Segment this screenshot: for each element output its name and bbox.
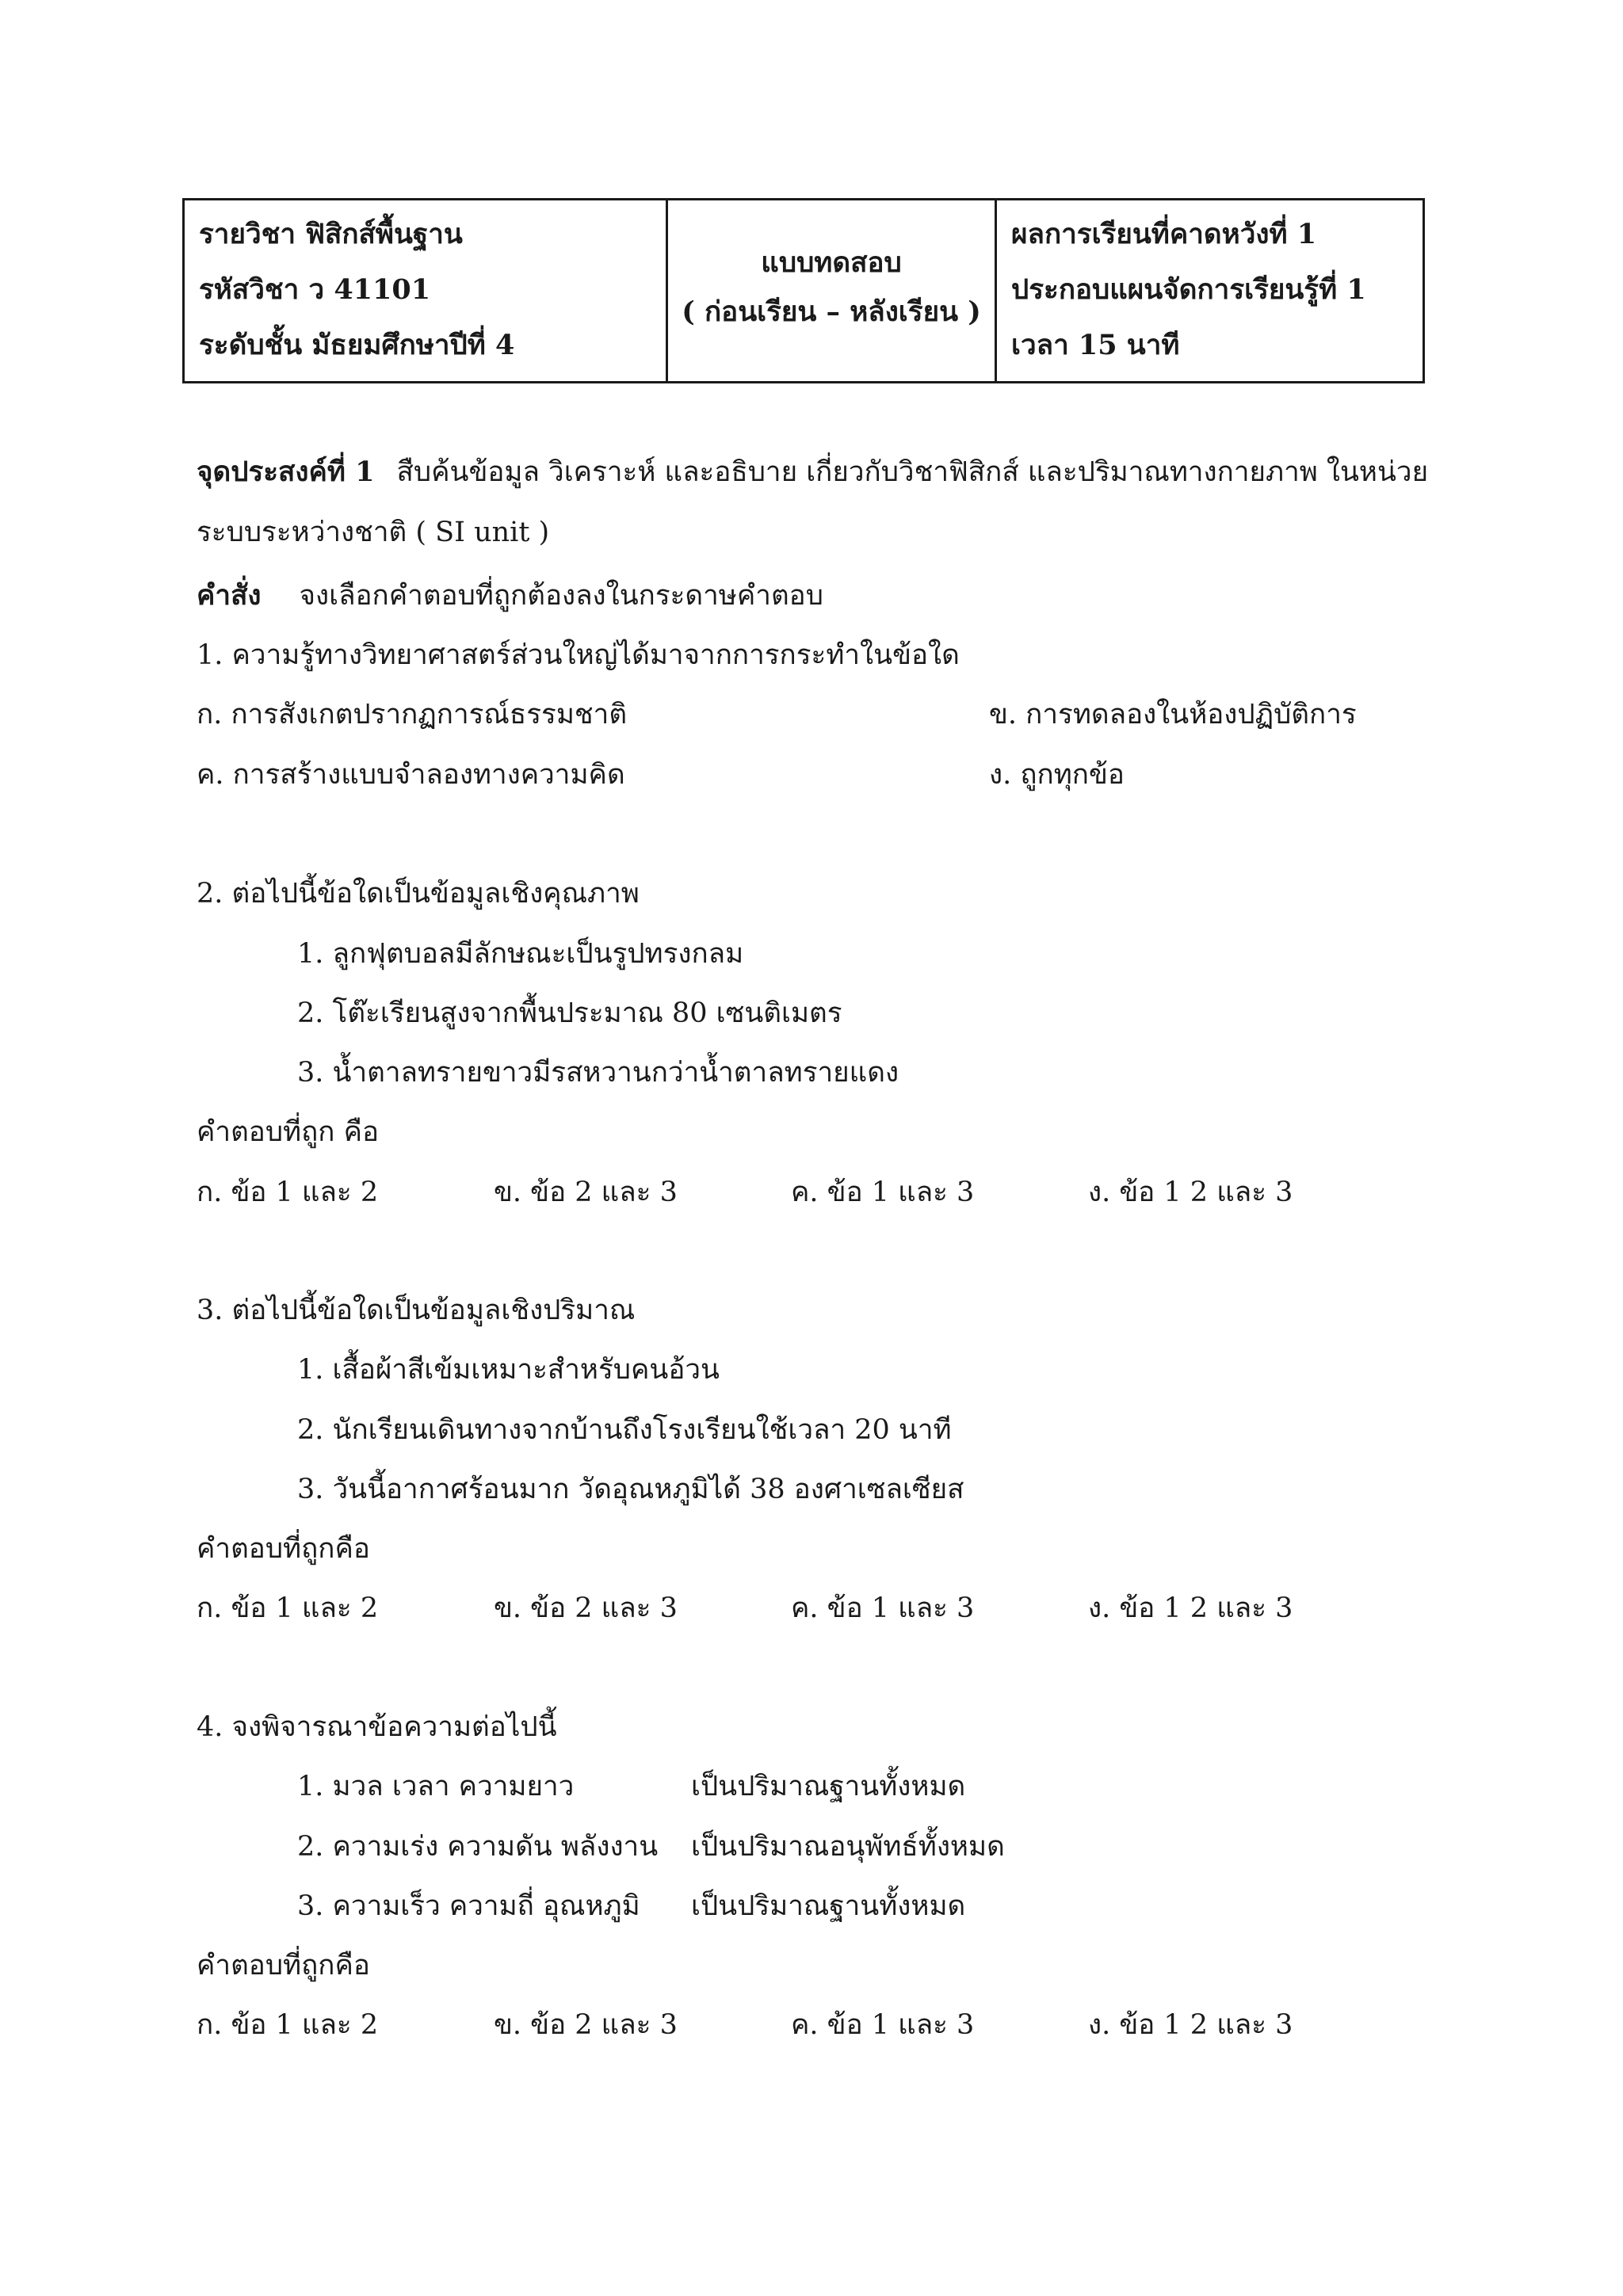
q2-item-2: 2. โต๊ะเรียนสูงจากพื้นประมาณ 80 เซนติเมตร <box>297 997 842 1029</box>
q4-item-1-left: 1. มวล เวลา ความยาว <box>297 1771 575 1802</box>
q2-option-b: ข. ข้อ 2 และ 3 <box>494 1177 678 1208</box>
q4-options <box>197 2008 1385 2042</box>
instruction-line <box>197 578 823 613</box>
objective-line-1 <box>197 455 1428 490</box>
instruction-label: คำสั่ง <box>197 579 262 612</box>
q4-item-3-right: เป็นปริมาณฐานทั้งหมด <box>691 1890 966 1922</box>
outcome-info-cell <box>997 200 1423 381</box>
q2-options <box>197 1175 1385 1210</box>
q4-option-a: ก. ข้อ 1 และ 2 <box>197 2009 379 2041</box>
q3-item-1: 1. เสื้อผ้าสีเข้มเหมาะสำหรับคนอ้วน <box>297 1354 720 1386</box>
q3-option-c: ค. ข้อ 1 และ 3 <box>791 1592 975 1624</box>
q4-item-1-right: เป็นปริมาณฐานทั้งหมด <box>691 1771 966 1802</box>
q4-item-3-left: 3. ความเร็ว ความถี่ อุณหภูมิ <box>297 1890 640 1922</box>
q3-question: 3. ต่อไปนี้ข้อใดเป็นข้อมูลเชิงปริมาณ <box>197 1295 636 1326</box>
q3-options <box>197 1591 1385 1626</box>
q2-answer-label: คำตอบที่ถูก คือ <box>197 1116 380 1148</box>
q4-option-d: ง. ข้อ 1 2 และ 3 <box>1088 2009 1293 2041</box>
q4-option-c: ค. ข้อ 1 และ 3 <box>791 2009 975 2041</box>
q2-option-c: ค. ข้อ 1 และ 3 <box>791 1177 975 1208</box>
expected-outcome: ผลการเรียนที่คาดหวังที่ 1 <box>1011 218 1317 250</box>
q2-option-a: ก. ข้อ 1 และ 2 <box>197 1177 379 1208</box>
lesson-plan: ประกอบแผนจัดการเรียนรู้ที่ 1 <box>1011 273 1366 306</box>
q3-option-b: ข. ข้อ 2 และ 3 <box>494 1592 678 1624</box>
objective-text-2: ระบบระหว่างชาติ ( SI unit ) <box>197 517 550 548</box>
q3-answer-label: คำตอบที่ถูกคือ <box>197 1533 370 1565</box>
course-code: รหัสวิชา ว 41101 <box>199 273 431 306</box>
q2-option-d: ง. ข้อ 1 2 และ 3 <box>1088 1177 1293 1208</box>
q4-item-2-left: 2. ความเร่ง ความดัน พลังงาน <box>297 1831 659 1863</box>
q2-item-1: 1. ลูกฟุตบอลมีลักษณะเป็นรูปทรงกลม <box>297 938 744 970</box>
q4-answer-label: คำตอบที่ถูกคือ <box>197 1950 370 1981</box>
q1-option-d: ง. ถูกทุกข้อ <box>989 759 1125 791</box>
q3-item-2: 2. นักเรียนเดินทางจากบ้านถึงโรงเรียนใช้เวลา 20 นาที <box>297 1414 952 1446</box>
course-name: รายวิชา ฟิสิกส์พื้นฐาน <box>199 218 463 250</box>
q2-question: 2. ต่อไปนี้ข้อใดเป็นข้อมูลเชิงคุณภาพ <box>197 878 640 910</box>
q4-option-b: ข. ข้อ 2 และ 3 <box>494 2009 678 2041</box>
grade-level: ระดับชั้น มัธยมศึกษาปีที่ 4 <box>199 329 515 361</box>
q3-option-d: ง. ข้อ 1 2 และ 3 <box>1088 1592 1293 1624</box>
test-subtitle: ( ก่อนเรียน – หลังเรียน ) <box>682 296 981 328</box>
q4-item-2-right: เป็นปริมาณอนุพัทธ์ทั้งหมด <box>691 1831 1005 1863</box>
q3-item-3: 3. วันนี้อากาศร้อนมาก วัดอุณหภูมิได้ 38 องศาเซลเซียส <box>297 1474 964 1505</box>
test-title: แบบทดสอบ <box>761 246 902 279</box>
q1-option-b: ข. การทดลองในห้องปฏิบัติการ <box>989 699 1357 730</box>
q1-option-a: ก. การสังเกตปรากฏการณ์ธรรมชาติ <box>197 699 628 730</box>
q4-question: 4. จงพิจารณาข้อความต่อไปนี้ <box>197 1711 557 1743</box>
objective-text-1: สืบค้นข้อมูล วิเคราะห์ และอธิบาย เกี่ยวกับวิชาฟิสิกส์ และปริมาณทางกายภาพ ในหน่วย <box>396 456 1429 488</box>
time-limit: เวลา 15 นาที <box>1011 329 1180 361</box>
header-table <box>182 198 1425 383</box>
q2-item-3: 3. น้ำตาลทรายขาวมีรสหวานกว่าน้ำตาลทรายแดง <box>297 1057 899 1089</box>
q3-option-a: ก. ข้อ 1 และ 2 <box>197 1592 379 1624</box>
instruction-text: จงเลือกคำตอบที่ถูกต้องลงในกระดาษคำตอบ <box>299 580 823 612</box>
q1-option-c: ค. การสร้างแบบจำลองทางความคิด <box>197 759 625 791</box>
course-info-cell <box>185 200 668 381</box>
q1-question: 1. ความรู้ทางวิทยาศาสตร์ส่วนใหญ่ได้มาจากการกระทำในข้อใด <box>197 639 960 671</box>
objective-label: จุดประสงค์ที่ 1 <box>197 456 375 488</box>
test-title-cell <box>668 200 997 381</box>
